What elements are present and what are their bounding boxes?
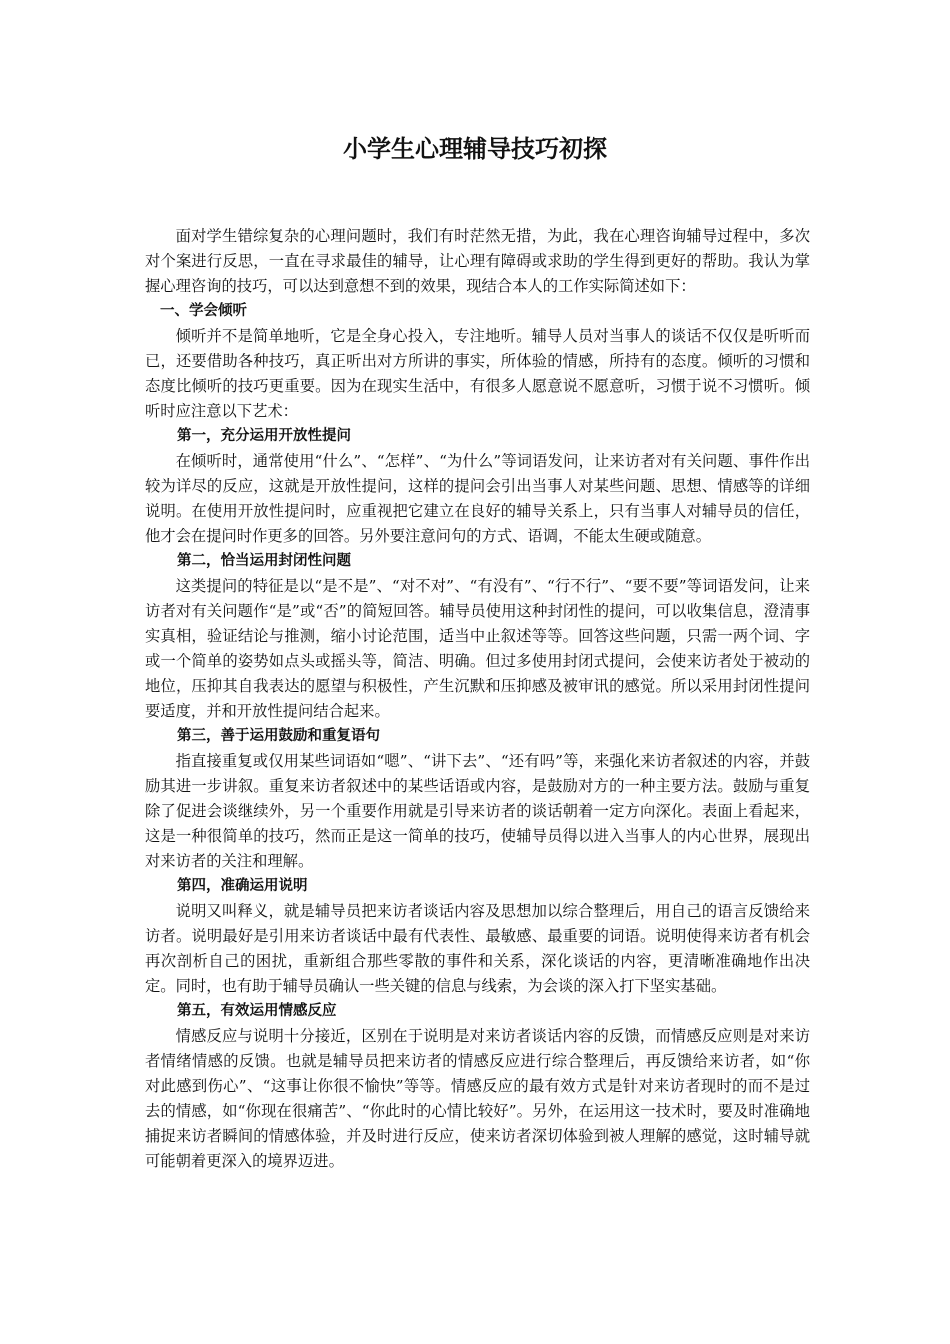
point-heading-1: 第一，充分运用开放性提问 [177, 428, 351, 444]
point-heading-5: 第五，有效运用情感反应 [177, 1003, 337, 1019]
section-heading-listening: 一、学会倾听 [160, 303, 247, 319]
document-body [145, 224, 810, 1174]
point-paragraph-2: 这类提问的特征是以“是不是”、“对不对”、“有没有”、“行不行”、“要不要”等词语发问，让来访者对有关问题作“是”或“否”的简短回答。辅导员使用这种封闭性的提问，可以收集信息，澄清事实真相，验证结论与推测，缩小讨论范围，适当中止叙述等等。回答这些问题，只需一两个词、字或一个简单的姿势如点头或摇头等，简洁、明确。但过多使用封闭式提问，会使来访者处于被动的地位，压抑其自我表达的愿望与积极性，产生沉默和压抑感及被审讯的感觉。所以采用封闭性提问要适度，并和开放性提问结合起来。 [145, 577, 810, 720]
point-paragraph-5: 情感反应与说明十分接近，区别在于说明是对来访者谈话内容的反馈，而情感反应则是对来访者情绪情感的反馈。也就是辅导员把来访者的情感反应进行综合整理后，再反馈给来访者，如“你对此感到伤心”、“这事让你很不愉快”等等。情感反应的最有效方式是针对来访者现时的而不是过去的情感，如“你现在很痛苦”、“你此时的心情比较好”。另外，在运用这一技术时，要及时准确地捕捉来访者瞬间的情感体验，并及时进行反应，使来访者深切体验到被人理解的感觉，这时辅导就可能朝着更深入的境界迈进。 [145, 1027, 810, 1170]
point-heading-2: 第二，恰当运用封闭性问题 [177, 553, 351, 569]
document-title: 小学生心理辅导技巧初探 [343, 135, 607, 163]
point-paragraph-3: 指直接重复或仅用某些词语如“嗯”、“讲下去”、“还有吗”等，来强化来访者叙述的内容，并鼓励其进一步讲叙。重复来访者叙述中的某些话语或内容，是鼓励对方的一种主要方法。鼓励与重复除了促进会谈继续外，另一个重要作用就是引导来访者的谈话朝着一定方向深化。表面上看起来，这是一种很简单的技巧，然而正是这一简单的技巧，使辅导员得以进入当事人的内心世界，展现出对来访者的关注和理解。 [145, 752, 810, 870]
point-heading-3: 第三，善于运用鼓励和重复语句 [177, 728, 380, 744]
section-paragraph-listening: 倾听并不是简单地听，它是全身心投入，专注地听。辅导人员对当事人的谈话不仅仅是听听而已，还要借助各种技巧，真正听出对方所讲的事实，所体验的情感，所持有的态度。倾听的习惯和态度比倾听的技巧更重要。因为在现实生活中，有很多人愿意说不愿意听，习惯于说不习惯听。倾听时应注意以下艺术： [145, 327, 810, 420]
point-heading-4: 第四，准确运用说明 [177, 878, 308, 894]
point-paragraph-1: 在倾听时，通常使用“什么”、“怎样”、“为什么”等词语发问，让来访者对有关问题、事件作出较为详尽的反应，这就是开放性提问，这样的提问会引出当事人对某些问题、思想、情感等的详细说明。在使用开放性提问时，应重视把它建立在良好的辅导关系上，只有当事人对辅导员的信任，他才会在提问时作更多的回答。另外要注意问句的方式、语调，不能太生硬或随意。 [145, 452, 810, 545]
point-paragraph-4: 说明又叫释义，就是辅导员把来访者谈话内容及思想加以综合整理后，用自己的语言反馈给来访者。说明最好是引用来访者谈话中最有代表性、最敏感、最重要的词语。说明使得来访者有机会再次剖析自己的困扰，重新组合那些零散的事件和关系，深化谈话的内容，更清晰准确地作出决定。同时，也有助于辅导员确认一些关键的信息与线索，为会谈的深入打下坚实基础。 [145, 902, 810, 995]
intro-paragraph: 面对学生错综复杂的心理问题时，我们有时茫然无措，为此，我在心理咨询辅导过程中，多次对个案进行反思，一直在寻求最佳的辅导，让心理有障碍或求助的学生得到更好的帮助。我认为掌握心理咨询的技巧，可以达到意想不到的效果，现结合本人的工作实际简述如下： [145, 227, 810, 295]
